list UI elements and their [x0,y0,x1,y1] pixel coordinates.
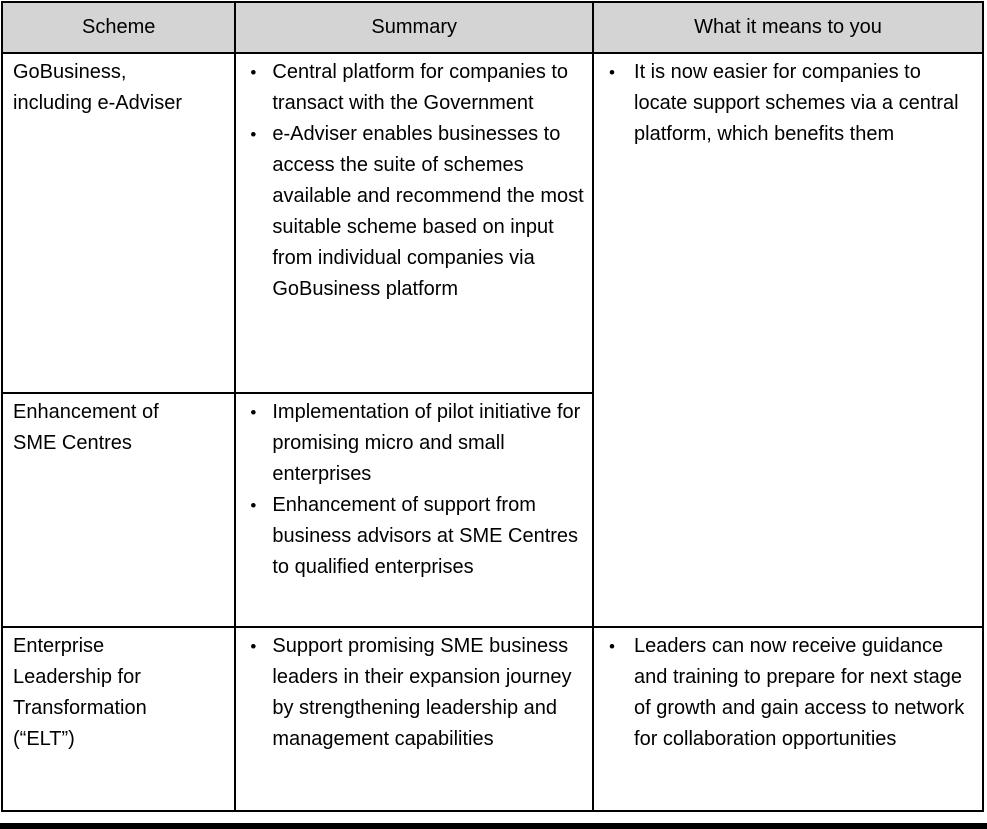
schemes-table [1,1,984,812]
bullet-icon: • [250,496,257,515]
col-header-scheme: Scheme [2,2,235,53]
summary-cell [235,627,593,811]
meaning-cell [593,53,983,627]
bullet-icon: • [250,125,257,144]
bullet-text: It is now easier for companies to locate support schemes via a central platform, which benefits them [634,61,959,145]
bullet-icon: • [250,403,257,422]
col-header-meaning: What it means to you [593,2,983,53]
scheme-line: Leadership for [13,666,141,688]
scheme-line: Transformation [13,697,147,719]
scheme-cell-elt [2,627,235,811]
bullet-item [236,631,586,755]
bullet-text: Enhancement of support from business advisors at SME Centres to qualified enterprises [272,494,579,578]
scheme-line: Enhancement of [13,401,159,423]
bullet-item [236,490,586,583]
summary-cell [235,393,593,627]
bullet-icon: • [250,63,257,82]
bullet-item [236,57,586,119]
scheme-line: including e-Adviser [13,92,182,114]
bullet-text: Central platform for companies to transact with the Government [272,61,569,114]
bullet-text: Support promising SME business leaders in their expansion journey by strengthening leadership and management capabilities [272,635,572,750]
bullet-item [594,57,976,150]
clipped-bottom-bar [0,823,987,829]
scheme-line: Enterprise [13,635,105,657]
table-row [2,53,983,393]
summary-cell [235,53,593,393]
bullet-item [236,119,586,305]
bullet-item [594,631,976,755]
scheme-cell-sme-centres [2,393,235,627]
scheme-cell-gobusiness [2,53,235,393]
col-header-summary: Summary [235,2,593,53]
scheme-line: SME Centres [13,432,132,454]
header-row [2,2,983,53]
bullet-text: Leaders can now receive guidance and training to prepare for next stage of growth and gain access to network for collaboration opportunities [634,635,965,750]
bullet-icon: • [609,637,615,656]
table-row [2,627,983,811]
bullet-text: Implementation of pilot initiative for promising micro and small enterprises [272,401,581,485]
bullet-icon: • [250,637,257,656]
scheme-line: GoBusiness, [13,61,127,83]
bullet-item [236,397,586,490]
bullet-icon: • [609,63,615,82]
scheme-line: (“ELT”) [13,728,75,750]
meaning-cell [593,627,983,811]
bullet-text: e-Adviser enables businesses to access the suite of schemes available and recommend the most suitable scheme based on input from individual companies via GoBusiness platform [272,123,584,300]
